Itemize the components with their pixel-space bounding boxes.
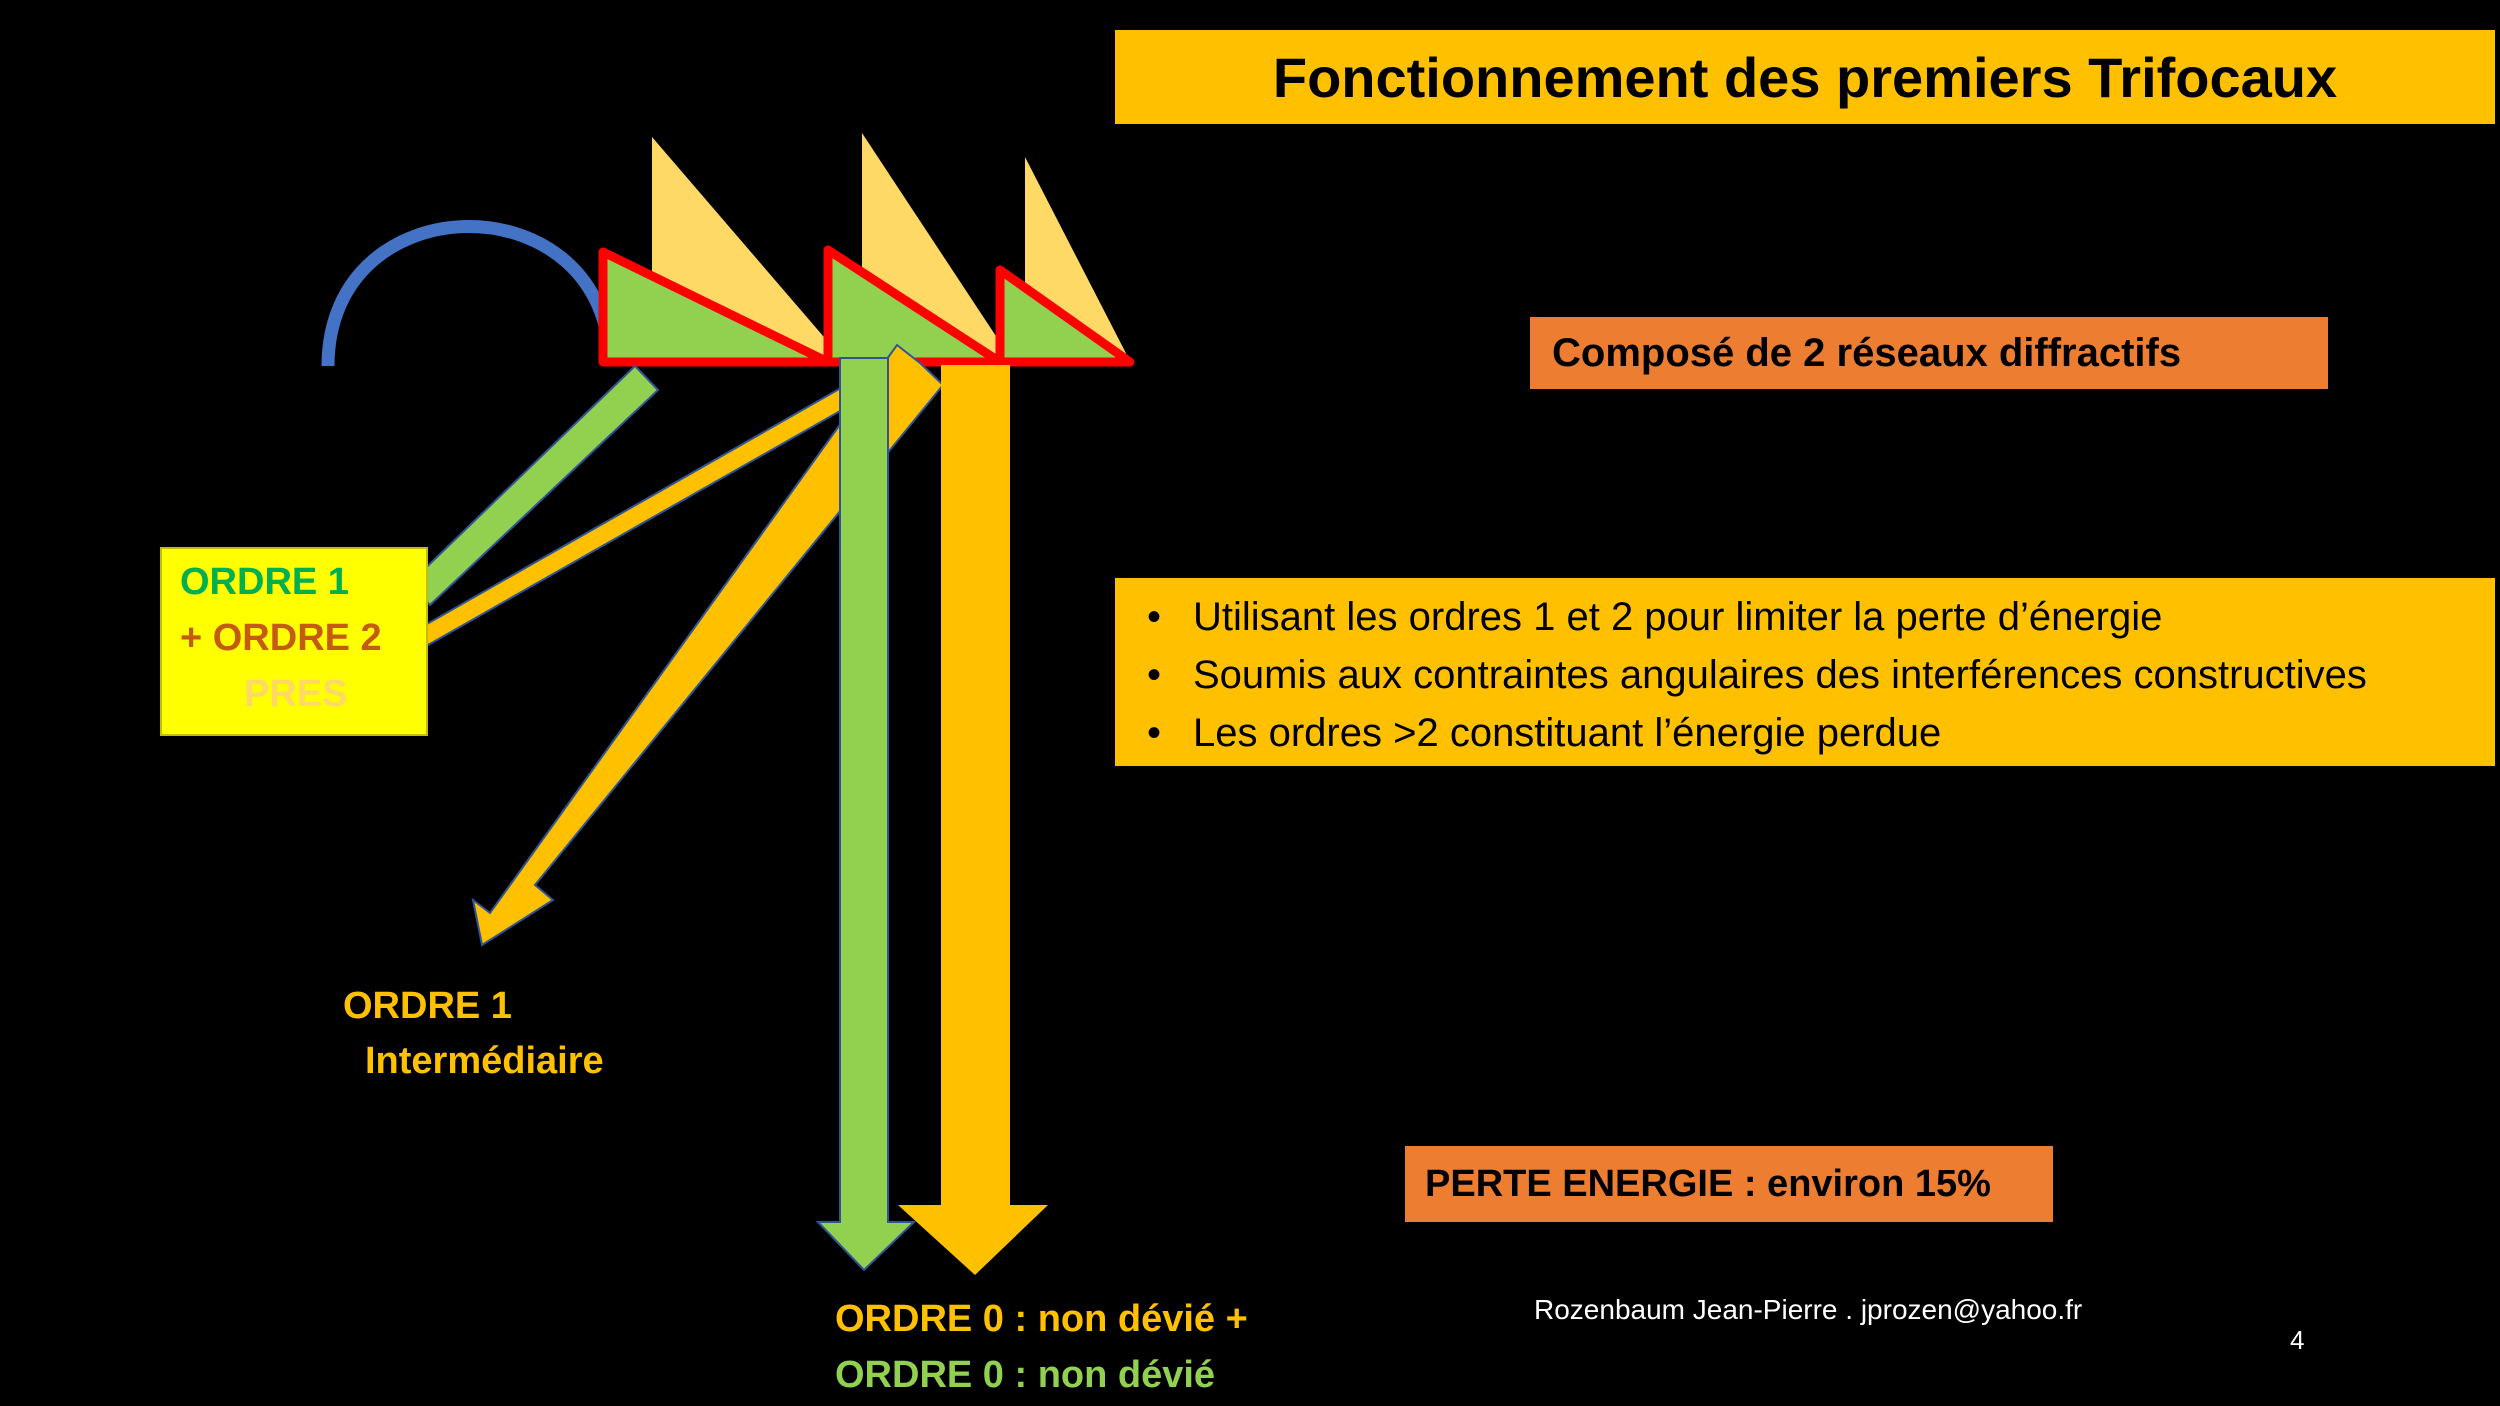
bullet-box	[1115, 578, 2495, 766]
composed-note: Composé de 2 réseaux diffractifs	[1530, 317, 2328, 389]
page-title: Fonctionnement des premiers Trifocaux	[1115, 30, 2495, 124]
page-number: 4	[2290, 1325, 2305, 1355]
order0-label-green: ORDRE 0 : non dévié	[835, 1354, 1216, 1396]
order0-label-yellow: ORDRE 0 : non dévié +	[835, 1298, 1248, 1340]
near-order2-label: + ORDRE 2	[180, 617, 382, 659]
bullet-item: • Les ordres >2 constituant l’énergie perdue	[1133, 704, 2495, 762]
bullet-item: • Soumis aux contraintes angulaires des interférences constructives	[1133, 646, 2495, 704]
near-order1-label: ORDRE 1	[180, 561, 349, 603]
near-focus-box	[160, 547, 428, 736]
energy-loss-note: PERTE ENERGIE : environ 15%	[1405, 1146, 2053, 1222]
near-pres-label: PRES	[244, 673, 348, 715]
author-footer: Rozenbaum Jean-Pierre . jprozen@yahoo.fr	[1534, 1294, 2083, 1325]
blue-arc	[328, 227, 610, 367]
bullet-item: • Utilisant les ordres 1 et 2 pour limiter la perte d’énergie	[1133, 588, 2495, 646]
yellow-order0-arrow	[898, 365, 1048, 1275]
intermediate-order-label: ORDRE 1	[343, 985, 512, 1027]
intermediate-name-label: Intermédiaire	[365, 1040, 604, 1082]
